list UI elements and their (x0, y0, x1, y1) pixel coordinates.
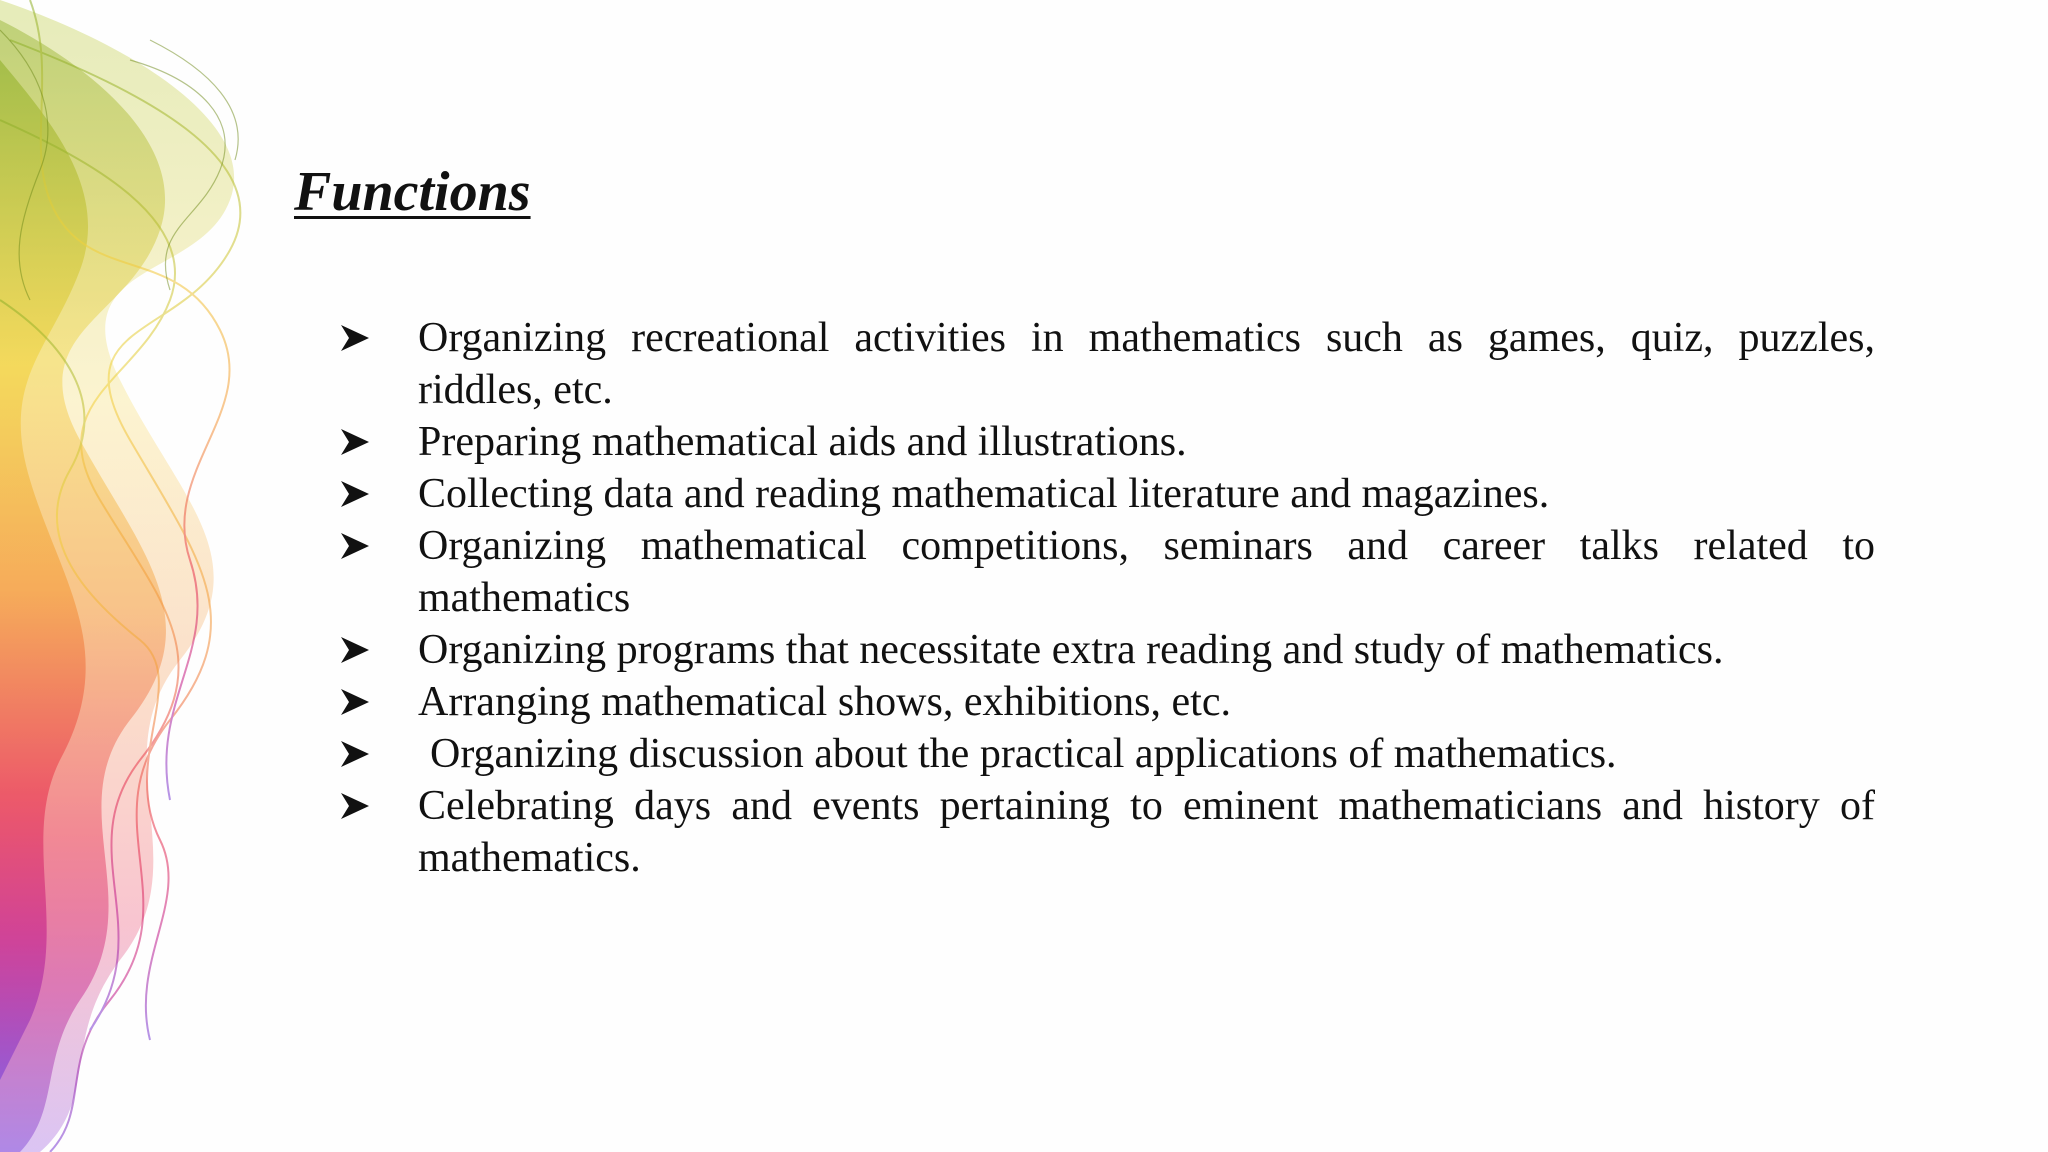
function-list (340, 312, 1875, 884)
smoke-wave-decoration (0, 0, 330, 1152)
list-item (340, 624, 1875, 676)
list-item (340, 676, 1875, 728)
arrow-bullet-icon (340, 780, 376, 832)
list-item (340, 468, 1875, 520)
list-item (340, 780, 1875, 884)
list-item-text: Celebrating days and events pertaining to eminent mathematicians and history of mathematics. (418, 783, 1875, 881)
arrow-bullet-icon (340, 624, 376, 676)
slide-title: Functions (294, 161, 531, 223)
list-item-text: Collecting data and reading mathematical literature and magazines. (418, 471, 1550, 517)
list-item-text: Organizing programs that necessitate extra reading and study of mathematics. (418, 627, 1724, 673)
arrow-bullet-icon (340, 728, 376, 780)
list-item-text: Organizing recreational activities in mathematics such as games, quiz, puzzles, riddles, etc. (418, 315, 1875, 413)
list-item (340, 312, 1875, 416)
arrow-bullet-icon (340, 312, 376, 364)
arrow-bullet-icon (340, 416, 376, 468)
list-item (340, 728, 1875, 780)
arrow-bullet-icon (340, 468, 376, 520)
arrow-bullet-icon (340, 676, 376, 728)
arrow-bullet-icon (340, 520, 376, 572)
list-item (340, 416, 1875, 468)
list-item-text: Organizing discussion about the practical applications of mathematics. (430, 731, 1617, 777)
list-item-text: Arranging mathematical shows, exhibitions, etc. (418, 679, 1231, 725)
list-item-text: Organizing mathematical competitions, seminars and career talks related to mathematics (418, 523, 1875, 621)
list-item (340, 520, 1875, 624)
list-item-text: Preparing mathematical aids and illustrations. (418, 419, 1187, 465)
